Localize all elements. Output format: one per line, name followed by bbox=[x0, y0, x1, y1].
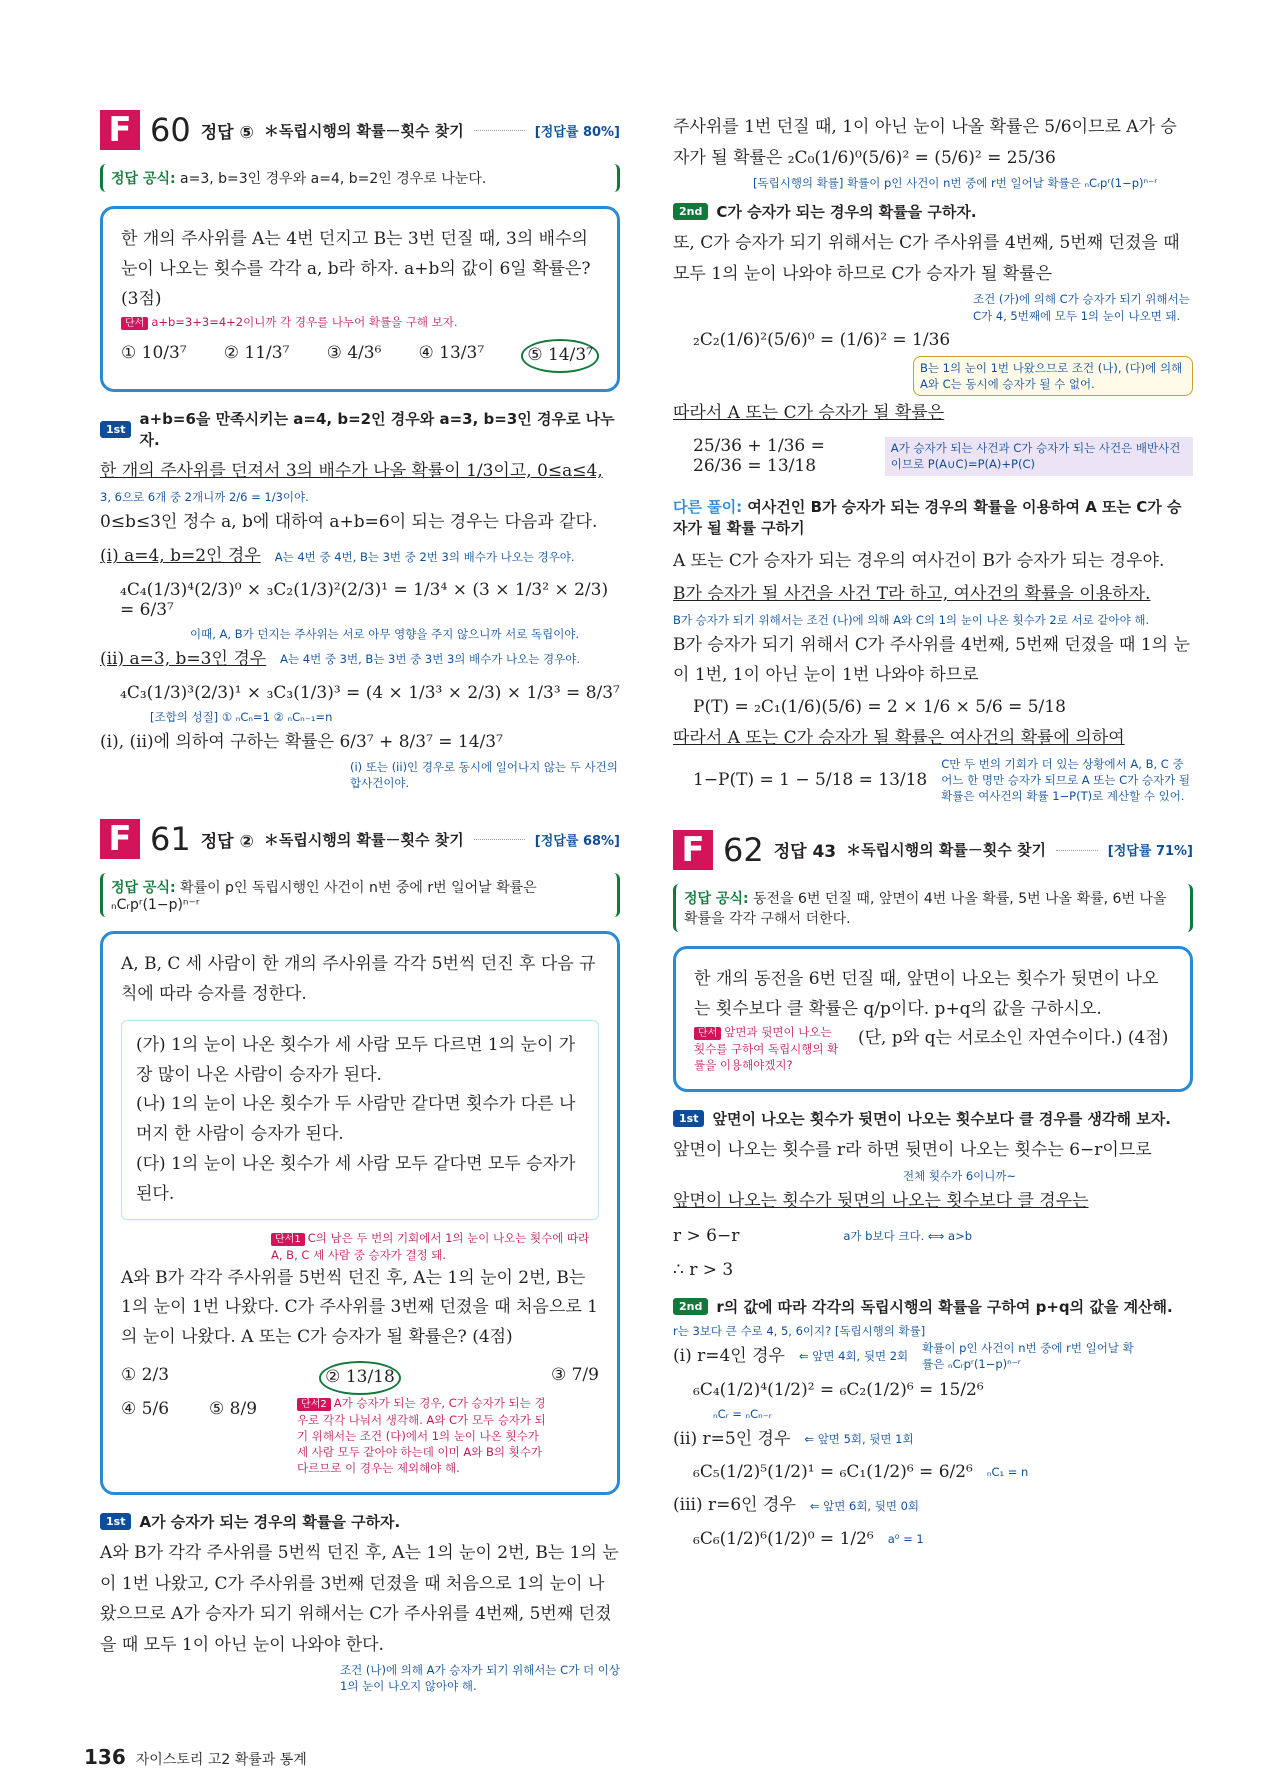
alt-title: 여사건인 B가 승자가 되는 경우의 확률을 이용하여 A 또는 C가 승자가 될 확률 구하기 bbox=[673, 498, 1182, 538]
math-note: a⁰ = 1 bbox=[887, 1531, 924, 1546]
hint-text: 앞면과 뒷면이 나오는 횟수를 구하여 독립시행의 확률을 이용해야겠지? bbox=[694, 1025, 839, 1073]
question-condition: (단, p와 q는 서로소인 자연수이다.) (4점) bbox=[858, 1028, 1169, 1049]
step-badge: 1st bbox=[100, 421, 131, 438]
option-5-correct: ⑤ 14/3⁷ bbox=[521, 339, 599, 373]
rules-box bbox=[121, 1020, 599, 1221]
case-note: ⇐ 앞면 5회, 뒷면 1회 bbox=[804, 1431, 914, 1446]
answer-formula bbox=[100, 164, 620, 192]
math-note: 이때, A, B가 던지는 주사위는 서로 아무 영향을 주지 않으니까 서로 독립이야. bbox=[190, 626, 580, 641]
question-text: 한 개의 주사위를 A는 4번 던지고 B는 3번 던질 때, 3의 배수의 눈이 나오는 횟수를 각각 a, b라 하자. a+b의 값이 6일 확률은? (3점) bbox=[121, 229, 591, 309]
math-note: ₙC₁ = n bbox=[986, 1465, 1029, 1480]
hint-text: A가 승자가 되는 경우, C가 승자가 되는 경우로 각각 나눠서 생각해. A와 C가 모두 승자가 되기 위해서는 조건 (다)에서 1의 눈이 나온 횟수가 세 사람 모두 같아야 하는데 이미 A와 B의 횟수가 다르므로 이 경우는 제외해야 해. bbox=[297, 1395, 546, 1475]
problem-type: ＊독립시행의 확률－횟수 찾기 bbox=[263, 121, 464, 140]
case-note: A는 4번 중 3번, B는 3번 중 3번 3의 배수가 나오는 경우야. bbox=[280, 652, 580, 667]
math-line: 1−P(T) = 1 − 5/18 = 13/18 bbox=[693, 769, 928, 790]
step-text: 앞면이 나오는 횟수가 뒷면이 나오는 횟수보다 클 경우를 생각해 보자. bbox=[712, 1110, 1171, 1129]
rule-item: (가) 1의 눈이 나온 횟수가 세 사람 모두 다르면 1의 눈이 가장 많이 나온 사람이 승자가 된다. bbox=[136, 1034, 576, 1085]
book-title: 자이스토리 고2 확률과 통계 bbox=[135, 1752, 307, 1768]
solution-line: 또, C가 승자가 되기 위해서는 C가 주사위를 4번째, 5번째 던졌을 때 모두 1의 눈이 나와야 하므로 C가 승자가 될 확률은 bbox=[673, 233, 1180, 284]
page-footer bbox=[84, 1745, 307, 1769]
question-box-60 bbox=[100, 206, 620, 392]
solution-line: 0≤b≤3인 정수 a, b에 대하여 a+b=6이 되는 경우는 다음과 같다. bbox=[100, 511, 598, 532]
math-note: (i) 또는 (ii)인 경우로 동시에 일어나지 않는 두 사건의 합사건이야. bbox=[350, 760, 618, 791]
math-line: ₂C₂(1/6)²(5/6)⁰ = (1/6)² = 1/36 bbox=[693, 329, 951, 350]
solution-note: r는 3보다 큰 수로 4, 5, 6이지? [독립시행의 확률] bbox=[673, 1323, 926, 1338]
question-text: A와 B가 각각 주사위를 5번씩 던진 후, A는 1의 눈이 2번, B는 1의 눈이 1번 나왔다. C가 주사위를 3번째 던졌을 때 처음으로 1의 눈이 나왔다. A 또는 C가 승자가 될 확률은? (4점) bbox=[121, 1267, 598, 1348]
answer-label: 정답 ⑤ bbox=[200, 122, 254, 143]
problem-number: 60 bbox=[150, 111, 191, 149]
accuracy-rate: [정답률 71%] bbox=[1107, 844, 1193, 860]
problem-61-header bbox=[100, 819, 620, 859]
math-line: ₆C₅(1/2)⁵(1/2)¹ = ₆C₁(1/2)⁶ = 6/2⁶ bbox=[693, 1462, 973, 1483]
answer-formula bbox=[673, 884, 1193, 932]
step-badge: 2nd bbox=[673, 203, 708, 220]
step-text: r의 값에 따라 각각의 독립시행의 확률을 구하여 p+q의 값을 계산해. bbox=[716, 1297, 1173, 1316]
rule-item: (나) 1의 눈이 나온 횟수가 두 사람만 같다면 횟수가 다른 나머지 한 사람이 승자가 된다. bbox=[136, 1094, 576, 1145]
question-intro: A, B, C 세 사람이 한 개의 주사위를 각각 5번씩 던진 후 다음 규칙에 따라 승자를 정한다. bbox=[121, 954, 596, 1005]
case-label: (i) r=4인 경우 bbox=[673, 1346, 785, 1367]
problem-number: 61 bbox=[150, 820, 191, 859]
hint bbox=[297, 1395, 547, 1476]
math-note: B는 1의 눈이 1번 나왔으므로 조건 (나), (다)에 의해 A와 C는 동시에 승자가 될 수 없어. bbox=[913, 356, 1193, 396]
problem-type: ＊독립시행의 확률－횟수 찾기 bbox=[846, 841, 1046, 860]
answer-label: 정답 ② bbox=[200, 831, 254, 852]
step-badge: 1st bbox=[100, 1513, 131, 1530]
option-5: ⑤ 8/9 bbox=[209, 1398, 258, 1419]
problem-62-header bbox=[673, 830, 1193, 870]
solution-line: r > 6−r bbox=[673, 1225, 740, 1246]
hint bbox=[121, 314, 599, 331]
math-line: ₆C₆(1/2)⁶(1/2)⁰ = 1/2⁶ bbox=[693, 1528, 874, 1549]
page-number: 136 bbox=[84, 1745, 126, 1769]
formula-text: 동전을 6번 던질 때, 앞면이 4번 나올 확률, 5번 나올 확률, 6번 나올 확률을 각각 구해서 더한다. bbox=[684, 890, 1167, 927]
solution-line: A와 B가 각각 주사위를 5번씩 던진 후, A는 1의 눈이 2번, B는 1의 눈이 1번 나왔고, C가 주사위를 3번째 던졌을 때 처음으로 1의 눈이 나왔으므로 A가 승자가 되기 위해서는 C가 주사위를 4번째, 5번째 던졌을 때 모두 1이 아닌 눈이 나와야 한다. bbox=[100, 1542, 619, 1655]
step-1 bbox=[100, 1511, 620, 1532]
problem-type: ＊독립시행의 확률－횟수 찾기 bbox=[263, 830, 464, 849]
case-label: (i) a=4, b=2인 경우 bbox=[100, 546, 261, 567]
question-box-62 bbox=[673, 946, 1193, 1093]
case-label: (iii) r=6인 경우 bbox=[673, 1495, 796, 1516]
alt-label: 다른 풀이: bbox=[673, 498, 743, 517]
formula-text: 확률이 p인 독립시행인 사건이 n번 중에 r번 일어날 확률은 ₙCᵣpʳ(1−p)ⁿ⁻ʳ bbox=[111, 880, 537, 914]
step-badge: 1st bbox=[673, 1110, 704, 1127]
formula-label: 정답 공식: bbox=[684, 890, 749, 907]
solution-line: (i), (ii)에 의하여 구하는 확률은 6/3⁷ + 8/3⁷ = 14/3⁷ bbox=[100, 731, 503, 752]
solution-note: 조건 (가)에 의해 C가 승자가 되기 위해서는 C가 4, 5번째에 모두 1의 눈이 나오면 돼. bbox=[973, 292, 1190, 323]
option-4: ④ 13/3⁷ bbox=[418, 343, 485, 364]
option-3: ③ 7/9 bbox=[550, 1364, 599, 1385]
leader-dots bbox=[1056, 849, 1098, 851]
case-label: (ii) r=5인 경우 bbox=[673, 1428, 791, 1449]
question-box-61 bbox=[100, 931, 620, 1494]
question-text: 한 개의 동전을 6번 던질 때, 앞면이 나오는 횟수가 뒷면이 나오는 횟수보다 클 확률은 q/p이다. p+q의 값을 구하시오. bbox=[694, 968, 1159, 1019]
case-note: ⇐ 앞면 4회, 뒷면 2회 bbox=[798, 1349, 909, 1364]
step-text: C가 승자가 되는 경우의 확률을 구하자. bbox=[716, 203, 977, 222]
leader-dots bbox=[474, 129, 525, 131]
solution-note: 전체 횟수가 6이니까~ bbox=[903, 1169, 1017, 1184]
solution-note: B가 승자가 되기 위해서는 조건 (나)에 의해 A와 C의 1의 눈이 나온 횟수가 2로 서로 같아야 해. bbox=[673, 612, 1150, 627]
problem-badge: F bbox=[100, 110, 140, 150]
solution-note: 조건 (나)에 의해 A가 승자가 되기 위해서는 C가 더 이상 1의 눈이 나오지 않아야 해. bbox=[340, 1663, 620, 1694]
math-note: [조합의 성질] ① ₙCₙ=1 ② ₙCₙ₋₁=n bbox=[150, 709, 333, 724]
answer-options bbox=[121, 1361, 599, 1395]
formula-label: 정답 공식: bbox=[111, 171, 176, 187]
option-2-correct: ② 13/18 bbox=[319, 1361, 401, 1395]
problem-badge: F bbox=[673, 830, 713, 870]
answer-options bbox=[121, 339, 599, 373]
solution-line: A 또는 C가 승자가 되는 경우의 여사건이 B가 승자가 되는 경우야. bbox=[673, 551, 1165, 572]
solution-line: 따라서 A 또는 C가 승자가 될 확률은 여사건의 확률에 의하여 bbox=[673, 727, 1125, 748]
step-text: a+b=6을 만족시키는 a=4, b=2인 경우와 a=3, b=3인 경우로 나누자. bbox=[139, 410, 615, 449]
hint-tag: 단서1 bbox=[271, 1233, 305, 1246]
step-badge: 2nd bbox=[673, 1298, 708, 1315]
option-1: ① 10/3⁷ bbox=[121, 343, 187, 364]
option-4: ④ 5/6 bbox=[121, 1398, 170, 1419]
hint-text: a+b=3+3=4+2이니까 각 경우를 나누어 확률을 구해 보자. bbox=[151, 315, 458, 330]
answer-label: 정답 43 bbox=[773, 842, 837, 863]
math-note: A가 승자가 되는 사건과 C가 승자가 되는 사건은 배반사건이므로 P(A∪C)=P(A)+P(C) bbox=[885, 437, 1193, 475]
leader-dots bbox=[474, 838, 525, 840]
math-note: ₙCᵣ = ₙCₙ₋ᵣ bbox=[713, 1406, 772, 1421]
solution-line: 따라서 A 또는 C가 승자가 될 확률은 bbox=[673, 402, 945, 423]
step-1 bbox=[100, 408, 620, 450]
step-1 bbox=[673, 1108, 1193, 1129]
math-line: P(T) = ₂C₁(1/6)(5/6) = 2 × 1/6 × 5/6 = 5/18 bbox=[693, 696, 1066, 717]
step-2 bbox=[673, 1296, 1193, 1317]
math-line: ₆C₄(1/2)⁴(1/2)² = ₆C₂(1/2)⁶ = 15/2⁶ bbox=[693, 1379, 984, 1400]
solution-note: 3, 6으로 6개 중 2개니까 2/6 = 1/3이야. bbox=[100, 489, 309, 504]
accuracy-rate: [정답률 80%] bbox=[534, 124, 620, 140]
case-formula-note: 확률이 p인 사건이 n번 중에 r번 일어날 확률은 ₙCᵣpʳ(1−p)ⁿ⁻ʳ bbox=[922, 1341, 1134, 1372]
solution-line: B가 승자가 되기 위해서 C가 주사위를 4번째, 5번째 던졌을 때 1의 눈이 1번, 1이 아닌 눈이 1번 나와야 하므로 bbox=[673, 634, 1190, 686]
accuracy-rate: [정답률 68%] bbox=[534, 833, 620, 849]
right-column bbox=[673, 110, 1193, 1555]
solution-note: a가 b보다 크다. ⟺ a>b bbox=[843, 1229, 973, 1243]
option-2: ② 11/3⁷ bbox=[223, 343, 290, 364]
solution-line: ∴ r > 3 bbox=[673, 1260, 734, 1281]
problem-60-header bbox=[100, 110, 620, 150]
case-note: ⇐ 앞면 6회, 뒷면 0회 bbox=[809, 1498, 920, 1513]
hint bbox=[694, 1024, 844, 1073]
rule-item: (다) 1의 눈이 나온 횟수가 세 사람 모두 같다면 모두 승자가 된다. bbox=[136, 1153, 576, 1204]
solution-line: 앞면이 나오는 횟수가 뒷면의 나오는 횟수보다 클 경우는 bbox=[673, 1191, 1089, 1212]
hint-tag: 단서 bbox=[121, 317, 148, 330]
hint-tag: 단서 bbox=[694, 1027, 721, 1040]
hint bbox=[271, 1230, 599, 1263]
problem-badge: F bbox=[100, 819, 140, 859]
hint-tag: 단서2 bbox=[297, 1398, 331, 1411]
option-3: ③ 4/3⁶ bbox=[326, 343, 382, 364]
problem-number: 62 bbox=[723, 830, 764, 869]
math-line: 25/36 + 1/36 = 26/36 = 13/18 bbox=[693, 436, 825, 477]
math-line: ₄C₄(1/3)⁴(2/3)⁰ × ₃C₂(1/3)²(2/3)¹ = 1/3⁴ × (3 × 1/3² × 2/3) = 6/3⁷ bbox=[120, 579, 609, 620]
math-note: [독립시행의 확률] 확률이 p인 사건이 n번 중에 r번 일어날 확률은 ₙCᵣpʳ(1−p)ⁿ⁻ʳ bbox=[753, 176, 1158, 191]
left-column bbox=[100, 110, 620, 1694]
hint-text: C의 남은 두 번의 기회에서 1의 눈이 나오는 횟수에 따라 A, B, C 세 사람 중 승자가 결정 돼. bbox=[271, 1231, 590, 1263]
math-line: ₄C₃(1/3)³(2/3)¹ × ₃C₃(1/3)³ = (4 × 1/3³ × 2/3) × 1/3³ = 8/3⁷ bbox=[120, 682, 620, 703]
alternative-solution-header bbox=[673, 496, 1193, 538]
answer-formula bbox=[100, 873, 620, 917]
case-label: (ii) a=3, b=3인 경우 bbox=[100, 648, 267, 669]
math-note: C만 두 번의 기회가 더 있는 상황에서 A, B, C 중 어느 한 명만 승자가 되므로 A 또는 C가 승자가 될 확률은 여사건의 확률 1−P(T)로 계산할 수 있어. bbox=[941, 756, 1191, 803]
solution-line: 앞면이 나오는 횟수를 r라 하면 뒷면이 나오는 횟수는 6−r이므로 bbox=[673, 1140, 1152, 1161]
case-note: A는 4번 중 4번, B는 3번 중 2번 3의 배수가 나오는 경우야. bbox=[274, 549, 575, 564]
formula-text: a=3, b=3인 경우와 a=4, b=2인 경우로 나눈다. bbox=[180, 171, 487, 187]
step-text: A가 승자가 되는 경우의 확률을 구하자. bbox=[139, 1512, 401, 1531]
option-1: ① 2/3 bbox=[121, 1364, 170, 1385]
step-2 bbox=[673, 201, 1193, 222]
formula-label: 정답 공식: bbox=[111, 880, 176, 897]
solution-line: 주사위를 1번 던질 때, 1이 아닌 눈이 나올 확률은 5/6이므로 A가 승자가 될 확률은 ₂C₀(1/6)⁰(5/6)² = (5/6)² = 25/36 bbox=[673, 117, 1177, 168]
solution-line: B가 승자가 될 사건을 사건 T라 하고, 여사건의 확률을 이용하자. bbox=[673, 584, 1151, 605]
solution-line: 한 개의 주사위를 던져서 3의 배수가 나올 확률이 1/3이고, 0≤a≤4, bbox=[100, 461, 603, 481]
